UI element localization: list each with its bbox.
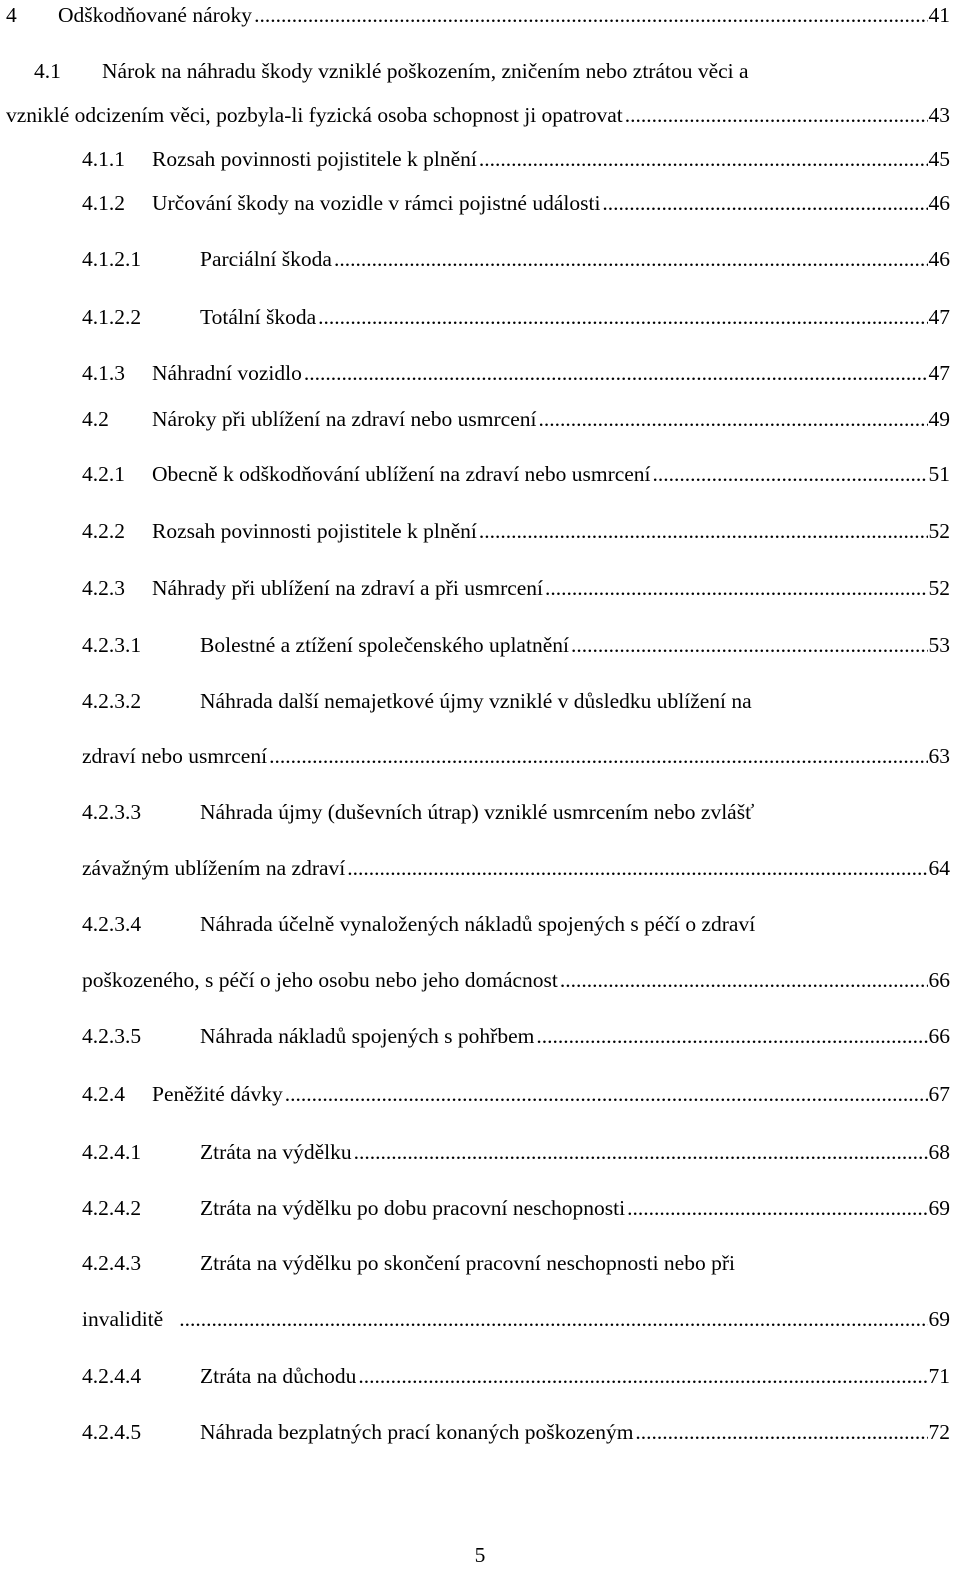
- toc-entry-4-2-3-2-line1[interactable]: [0, 686, 960, 716]
- toc-page: 49: [928, 407, 950, 431]
- toc-entry-4-1-line2[interactable]: [0, 100, 960, 130]
- toc-entry-4-2-3-5[interactable]: [0, 1021, 960, 1051]
- toc-title: Náhrady při ublížení na zdraví a při usmrcení: [152, 576, 544, 600]
- toc-entry-4-2-3[interactable]: [0, 573, 960, 603]
- toc-leader-dots: [560, 965, 928, 995]
- toc-number: 4.1.2.2: [82, 305, 142, 329]
- toc-leader-dots: [653, 459, 928, 489]
- toc-page: 43: [928, 103, 950, 127]
- toc-title: Ztráta na výdělku: [200, 1140, 352, 1164]
- toc-page: 68: [928, 1140, 950, 1164]
- toc-number: 4.2.3.5: [82, 1024, 142, 1048]
- toc-leader-dots: [571, 630, 928, 660]
- toc-leader-dots: [354, 1137, 928, 1167]
- toc-title: Peněžité dávky: [152, 1082, 283, 1106]
- toc-title: Ztráta na výdělku po dobu pracovní neschopnosti: [200, 1196, 626, 1220]
- toc-number: 4.2.3.4: [82, 912, 142, 936]
- toc-page: 52: [928, 576, 950, 600]
- toc-entry-4-1-3[interactable]: [0, 358, 960, 388]
- toc-entry-4-1-2[interactable]: [0, 188, 960, 218]
- toc-leader-dots: [254, 0, 927, 30]
- toc-entry-4-1-2-2[interactable]: [0, 302, 960, 332]
- toc-page: 66: [928, 1024, 950, 1048]
- toc-entry-4-2[interactable]: [0, 404, 960, 434]
- toc-leader-dots: [269, 741, 927, 771]
- toc-title-first-line: Ztráta na výdělku po skončení pracovní neschopnosti nebo při: [200, 1251, 735, 1275]
- toc-leader-dots: [627, 1193, 927, 1223]
- toc-title-first-line: Nárok na náhradu škody vzniklé poškozením, zničením nebo ztrátou věci a: [102, 59, 749, 83]
- toc-entry-4-2-1[interactable]: [0, 459, 960, 489]
- toc-title: Rozsah povinnosti pojistitele k plnění: [152, 519, 477, 543]
- toc-number: 4.1: [34, 59, 61, 83]
- toc-entry-4-2-3-4-line2[interactable]: [0, 965, 960, 995]
- toc-leader-dots: [358, 1361, 927, 1391]
- toc-entry-4-2-3-1[interactable]: [0, 630, 960, 660]
- toc-entry-4-2-4-1[interactable]: [0, 1137, 960, 1167]
- toc-page: 72: [928, 1420, 950, 1444]
- toc-title: Parciální škoda: [200, 247, 332, 271]
- toc-number: 4.2.4: [82, 1082, 125, 1106]
- toc-page: 64: [928, 856, 950, 880]
- toc-leader-dots: [536, 1021, 927, 1051]
- toc-number: 4.1.3: [82, 361, 125, 385]
- toc-page: 47: [928, 361, 950, 385]
- toc-page: 51: [928, 462, 950, 486]
- toc-title: Ztráta na důchodu: [200, 1364, 357, 1388]
- toc-entry-4-2-3-2-line2[interactable]: [0, 741, 960, 771]
- toc-entry-4-2-4-3-line1[interactable]: [0, 1248, 960, 1278]
- toc-leader-dots: [538, 404, 927, 434]
- toc-number: 4.2.4.5: [82, 1420, 142, 1444]
- toc-entry-4-2-4-5[interactable]: [0, 1417, 960, 1447]
- toc-title: Náhradní vozidlo: [152, 361, 302, 385]
- toc-entry-4-2-4[interactable]: [0, 1079, 960, 1109]
- toc-entry-4[interactable]: [0, 0, 960, 30]
- toc-entry-4-2-4-3-line2[interactable]: [0, 1304, 960, 1334]
- toc-number: 4.2.4.1: [82, 1140, 142, 1164]
- toc-leader-dots: [625, 100, 928, 130]
- toc-title: vzniklé odcizením věci, pozbyla-li fyzická osoba schopnost ji opatrovat: [6, 103, 623, 127]
- toc-number: 4.1.2.1: [82, 247, 142, 271]
- toc-page: 41: [928, 3, 950, 27]
- toc-number: 4.2.4.2: [82, 1196, 142, 1220]
- toc-page: 69: [928, 1307, 950, 1331]
- toc-entry-4-1-1[interactable]: [0, 144, 960, 174]
- toc-title-first-line: Náhrada další nemajetkové újmy vzniklé v důsledku ublížení na: [200, 689, 752, 713]
- toc-title: Určování škody na vozidle v rámci pojistné události: [152, 191, 601, 215]
- toc-page: 47: [928, 305, 950, 329]
- toc-number: 4.2.1: [82, 462, 125, 486]
- toc-page: 69: [928, 1196, 950, 1220]
- toc-entry-4-2-4-2[interactable]: [0, 1193, 960, 1223]
- toc-title: Náhrada nákladů spojených s pohřbem: [200, 1024, 535, 1048]
- toc-number: 4.2.2: [82, 519, 125, 543]
- toc-leader-dots: [318, 302, 927, 332]
- toc-number: 4: [6, 3, 17, 27]
- toc-entry-4-2-3-4-line1[interactable]: [0, 909, 960, 939]
- toc-page: 63: [928, 744, 950, 768]
- toc-number: 4.2.4.3: [82, 1251, 142, 1275]
- toc-page: 45: [928, 147, 950, 171]
- toc-title: invaliditě: [82, 1307, 164, 1331]
- toc-title: Obecně k odškodňování ublížení na zdraví nebo usmrcení: [152, 462, 651, 486]
- toc-leader-dots: [479, 516, 928, 546]
- toc-title: Odškodňované nároky: [58, 3, 253, 27]
- toc-leader-dots: [602, 188, 927, 218]
- toc-title: Totální škoda: [200, 305, 317, 329]
- toc-entry-4-1-line1[interactable]: [0, 56, 960, 86]
- toc-number: 4.2.3.2: [82, 689, 142, 713]
- toc-page: 46: [928, 247, 950, 271]
- toc-leader-dots: [304, 358, 928, 388]
- toc-page: 67: [928, 1082, 950, 1106]
- toc-number: 4.2.3.3: [82, 800, 142, 824]
- toc-leader-dots: [347, 853, 927, 883]
- toc-leader-dots: [179, 1304, 927, 1334]
- toc-entry-4-2-3-3-line1[interactable]: [0, 797, 960, 827]
- page-number: 5: [474, 1543, 486, 1567]
- toc-page: 46: [928, 191, 950, 215]
- toc-leader-dots: [479, 144, 928, 174]
- toc-entry-4-1-2-1[interactable]: [0, 244, 960, 274]
- toc-title: Náhrada bezplatných prací konaných poškozeným: [200, 1420, 634, 1444]
- toc-page: 66: [928, 968, 950, 992]
- toc-leader-dots: [635, 1417, 927, 1447]
- toc-leader-dots: [334, 244, 928, 274]
- toc-entry-4-2-4-4[interactable]: [0, 1361, 960, 1391]
- toc-entry-4-2-3-3-line2[interactable]: [0, 853, 960, 883]
- toc-entry-4-2-2[interactable]: [0, 516, 960, 546]
- toc-title: Nároky při ublížení na zdraví nebo usmrcení: [152, 407, 537, 431]
- toc-page: 52: [928, 519, 950, 543]
- toc-title-first-line: Náhrada újmy (duševních útrap) vzniklé usmrcením nebo zvlášť: [200, 800, 755, 824]
- toc-title: zdraví nebo usmrcení: [82, 744, 268, 768]
- toc-title-first-line: Náhrada účelně vynaložených nákladů spojených s péčí o zdraví: [200, 912, 756, 936]
- toc-number: 4.2.4.4: [82, 1364, 142, 1388]
- toc-leader-dots: [545, 573, 927, 603]
- toc-number: 4.2.3: [82, 576, 125, 600]
- toc-title: poškozeného, s péčí o jeho osobu nebo jeho domácnost: [82, 968, 558, 992]
- toc-number: 4.2.3.1: [82, 633, 142, 657]
- toc-title: Bolestné a ztížení společenského uplatnění: [200, 633, 569, 657]
- toc-title: Rozsah povinnosti pojistitele k plnění: [152, 147, 477, 171]
- toc-page: 71: [928, 1364, 950, 1388]
- toc-page: 53: [928, 633, 950, 657]
- toc-number: 4.1.1: [82, 147, 125, 171]
- toc-leader-dots: [285, 1079, 928, 1109]
- toc-title: závažným ublížením na zdraví: [82, 856, 346, 880]
- toc-number: 4.1.2: [82, 191, 125, 215]
- toc-number: 4.2: [82, 407, 109, 431]
